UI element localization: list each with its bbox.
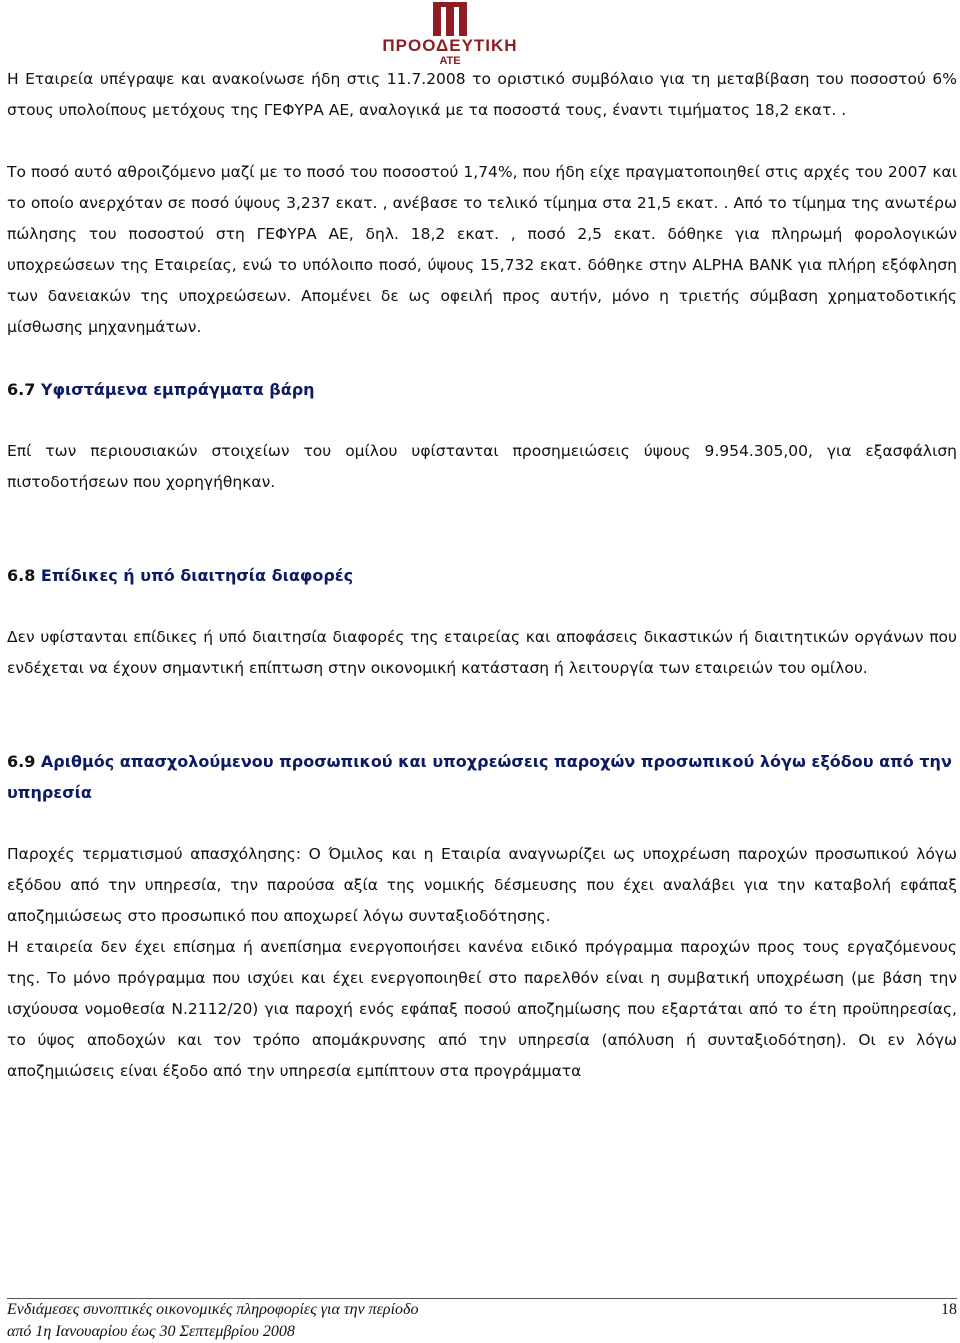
intro-paragraph-2: Το ποσό αυτό αθροιζόμενο μαζί με το ποσό του ποσοστού 1,74%, που ήδη είχε πραγματοποιηθεί στις αρχές του 2007 και το οποίο ανερχόταν σε ποσό ύψους 3,237 εκατ. , ανέβασε το τελικό τίμημα στα 21,5 εκατ. . Από το τίμημα της ανωτέρω πώλησης του ποσοστού στη ΓΕΦΥΡΑ ΑΕ, δηλ. 18,2 εκατ. , ποσό 2,5 εκατ. δόθηκε για πληρωμή φορολογικών υποχρεώσεων της Εταιρείας, ενώ το υπόλοιπο ποσό, ύψους 15,732 εκατ. δόθηκε στην ALPHA BANK για πλήρη εξόφληση των δανειακών της υποχρεώσεων. Απομένει δε ως οφειλή προς αυτήν, μόνο η τριετής σύμβαση χρηματοδοτικής μίσθωσης μηχανημάτων. <box>7 163 957 336</box>
section-6-9-title: Αριθμός απασχολούμενου προσωπικού και υποχρεώσεις παροχών προσωπικού λόγω εξόδου από την υπηρεσία <box>7 752 952 802</box>
section-6-8-title: Επίδικες ή υπό διαιτησία διαφορές <box>40 566 354 585</box>
company-logo <box>340 0 560 70</box>
section-6-8-heading <box>7 560 957 591</box>
section-6-8-paragraph: Δεν υφίστανται επίδικες ή υπό διαιτησία διαφορές της εταιρείας και αποφάσεις δικαστικών ή διαιτητικών οργάνων που ενδέχεται να έχουν σημαντική επίπτωση στην οικονομική κατάσταση ή λειτουργία των εταιρειών του ομίλου. <box>7 628 957 677</box>
logo-mark-icon <box>433 2 467 36</box>
page-footer <box>7 1298 957 1343</box>
logo-subtitle: ΑΤΕ <box>439 55 461 67</box>
section-6-9-heading <box>7 746 957 808</box>
section-6-9-number: 6.9 <box>7 752 36 771</box>
section-6-7-number: 6.7 <box>7 380 36 399</box>
section-6-8-number: 6.8 <box>7 566 36 585</box>
logo-name: ΠΡΟΟΔΕΥΤΙΚΗ <box>382 36 518 55</box>
page-number: 18 <box>941 1301 957 1318</box>
document-body <box>7 64 957 1087</box>
section-6-7-heading <box>7 374 957 405</box>
footer-line-2: από 1η Ιανουαρίου έως 30 Σεπτεμβρίου 2008 <box>7 1323 295 1340</box>
intro-paragraph-1: Η Εταιρεία υπέγραψε και ανακοίνωσε ήδη στις 11.7.2008 το οριστικό συμβόλαιο για τη μεταβίβαση του ποσοστού 6% στους υπολοίπους μετόχους της ΓΕΦΥΡΑ ΑΕ, αναλογικά με τα ποσοστά τους, έναντι τιμήματος 18,2 εκατ. . <box>7 70 957 119</box>
section-6-7-paragraph: Επί των περιουσιακών στοιχείων του ομίλου υφίστανται προσημειώσεις ύψους 9.954.305,00, για εξασφάλιση πιστοδοτήσεων που χορηγήθηκαν. <box>7 442 957 491</box>
section-6-7-title: Υφιστάμενα εμπράγματα βάρη <box>40 380 315 399</box>
section-6-9-paragraph-2: Η εταιρεία δεν έχει επίσημα ή ανεπίσημα ενεργοποιήσει κανένα ειδικό πρόγραμμα παροχών προς τους εργαζόμενους της. Το μόνο πρόγραμμα που ισχύει και έχει ενεργοποιηθεί στο παρελθόν είναι η συμβατική υποχρέωση (με βάση την ισχύουσα νομοθεσία Ν.2112/20) για παροχή ενός εφάπαξ ποσού αποζημίωσης που εξαρτάται από το έτη προϋπηρεσίας, το ύψος αποδοχών και τον τρόπο απομάκρυνσης από την υπηρεσία (απόλυση ή συνταξιοδότηση). Οι εν λόγω αποζημιώσεις είναι έξοδο από την υπηρεσία εμπίπτουν στα προγράμματα <box>7 938 957 1080</box>
footer-line-1: Ενδιάμεσες συνοπτικές οικονομικές πληροφορίες για την περίοδο <box>7 1301 419 1318</box>
section-6-9-paragraph-1: Παροχές τερματισμού απασχόλησης: Ο Όμιλος και η Εταιρία αναγνωρίζει ως υποχρέωση παροχών προσωπικού λόγω εξόδου από την υπηρεσία, την παρούσα αξία της νομικής δέσμευσης που έχει αναλάβει για την καταβολή εφάπαξ αποζημιώσεως στο προσωπικό που αποχωρεί λόγω συνταξιοδότησης. <box>7 845 957 925</box>
